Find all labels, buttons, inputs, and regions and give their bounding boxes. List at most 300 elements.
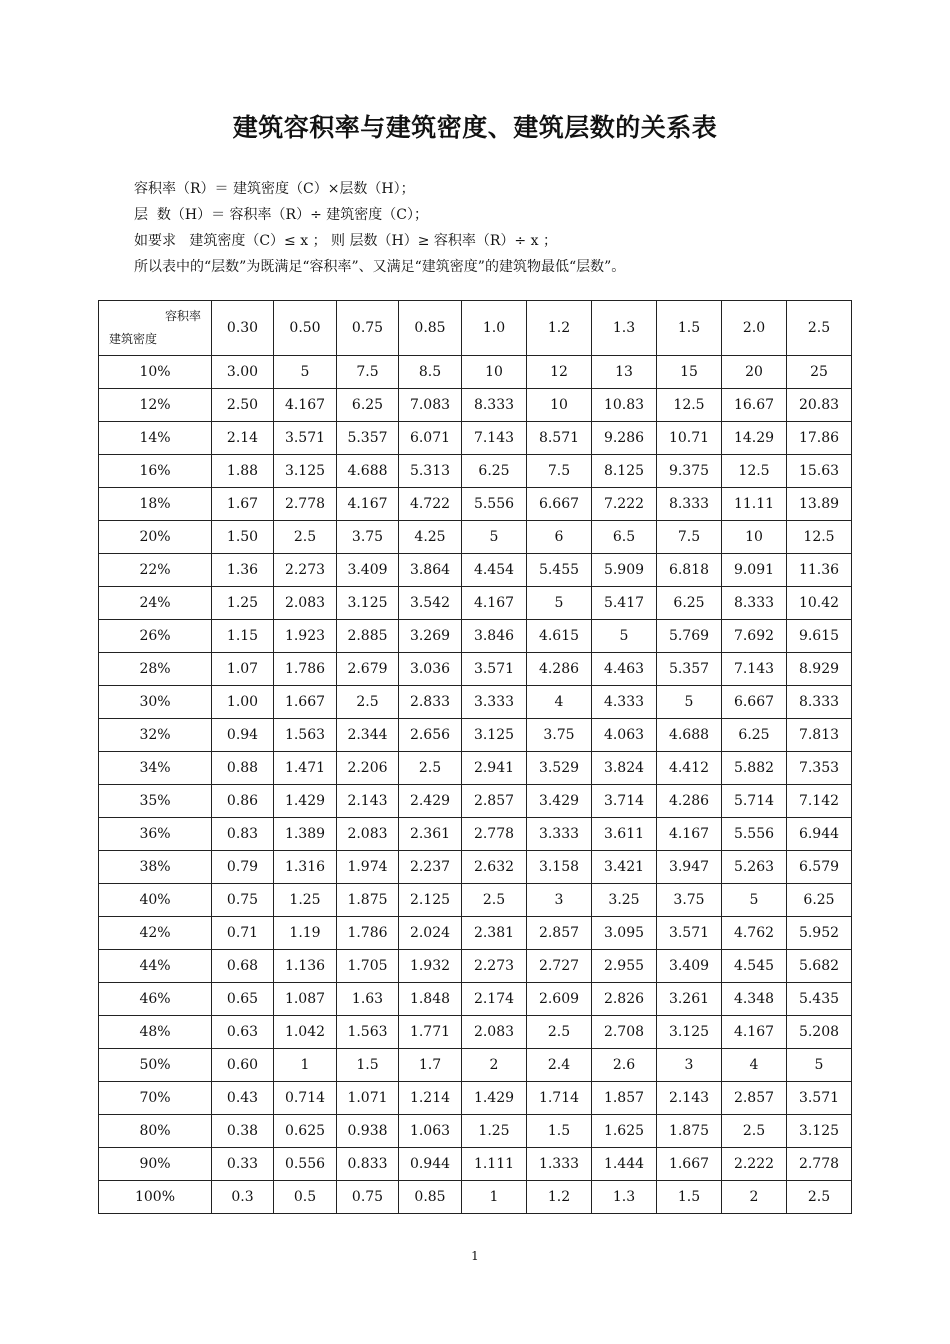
- table-cell: 14.29: [722, 422, 787, 455]
- column-header-ratio: 1.5: [657, 301, 722, 356]
- table-cell: 0.75: [212, 884, 274, 917]
- table-cell: 7.692: [722, 620, 787, 653]
- row-header-density: 100%: [99, 1181, 212, 1214]
- table-cell: 1.3: [592, 1181, 657, 1214]
- table-row: [99, 818, 852, 851]
- table-cell: 0.33: [212, 1148, 274, 1181]
- row-header-density: 42%: [99, 917, 212, 950]
- table-cell: 4.167: [722, 1016, 787, 1049]
- row-header-density: 34%: [99, 752, 212, 785]
- table-cell: 9.286: [592, 422, 657, 455]
- table-cell: 1.848: [399, 983, 462, 1016]
- table-cell: 5: [462, 521, 527, 554]
- table-cell: 5: [657, 686, 722, 719]
- table-cell: 3.125: [337, 587, 399, 620]
- table-cell: 2.429: [399, 785, 462, 818]
- table-cell: 1.15: [212, 620, 274, 653]
- table-cell: 2.727: [527, 950, 592, 983]
- table-cell: 8.333: [462, 389, 527, 422]
- table-cell: 1.333: [527, 1148, 592, 1181]
- table-cell: 4.688: [337, 455, 399, 488]
- table-cell: 2.143: [337, 785, 399, 818]
- table-cell: 2.941: [462, 752, 527, 785]
- table-cell: 1.932: [399, 950, 462, 983]
- table-cell: 5: [592, 620, 657, 653]
- table-cell: 3.125: [274, 455, 337, 488]
- row-header-density: 16%: [99, 455, 212, 488]
- table-cell: 3.571: [657, 917, 722, 950]
- table-cell: 6.667: [527, 488, 592, 521]
- table-cell: 4.722: [399, 488, 462, 521]
- table-cell: 5: [722, 884, 787, 917]
- table-cell: 3.125: [787, 1115, 852, 1148]
- table-cell: 7.813: [787, 719, 852, 752]
- table-row: [99, 1082, 852, 1115]
- table-cell: 1: [462, 1181, 527, 1214]
- table-cell: 5.263: [722, 851, 787, 884]
- formula-floors: 层 数（H）＝ 容积率（R）÷ 建筑密度（C）；: [134, 207, 428, 223]
- table-cell: 0.625: [274, 1115, 337, 1148]
- table-cell: 0.79: [212, 851, 274, 884]
- formula-condition: 如要求 建筑密度（C）≤ x ； 则 层数（H）≥ 容积率（R）÷ x ；: [134, 233, 557, 249]
- table-cell: 5.882: [722, 752, 787, 785]
- table-cell: 1.923: [274, 620, 337, 653]
- table-cell: 1.111: [462, 1148, 527, 1181]
- table-cell: 1.429: [462, 1082, 527, 1115]
- table-cell: 3.333: [527, 818, 592, 851]
- row-header-density: 22%: [99, 554, 212, 587]
- table-cell: 3.824: [592, 752, 657, 785]
- table-cell: 1.136: [274, 950, 337, 983]
- table-cell: 2.237: [399, 851, 462, 884]
- table-cell: 2.632: [462, 851, 527, 884]
- table-row: [99, 752, 852, 785]
- table-cell: 3.158: [527, 851, 592, 884]
- table-cell: 9.615: [787, 620, 852, 653]
- table-cell: 0.714: [274, 1082, 337, 1115]
- table-cell: 3.947: [657, 851, 722, 884]
- row-header-density: 18%: [99, 488, 212, 521]
- table-cell: 1.771: [399, 1016, 462, 1049]
- table-cell: 2.222: [722, 1148, 787, 1181]
- table-cell: 3.125: [657, 1016, 722, 1049]
- page-number: 1: [471, 1249, 479, 1263]
- table-cell: 0.938: [337, 1115, 399, 1148]
- table-cell: 0.94: [212, 719, 274, 752]
- row-header-density: 30%: [99, 686, 212, 719]
- table-cell: 7.222: [592, 488, 657, 521]
- table-cell: 0.556: [274, 1148, 337, 1181]
- table-cell: 4.25: [399, 521, 462, 554]
- table-cell: 0.60: [212, 1049, 274, 1082]
- table-row: [99, 851, 852, 884]
- table-cell: 2.708: [592, 1016, 657, 1049]
- table-cell: 2.174: [462, 983, 527, 1016]
- row-header-density: 10%: [99, 356, 212, 389]
- table-cell: 8.571: [527, 422, 592, 455]
- table-cell: 0.88: [212, 752, 274, 785]
- table-row: [99, 686, 852, 719]
- table-cell: 2.083: [462, 1016, 527, 1049]
- table-cell: 2.206: [337, 752, 399, 785]
- table-cell: 6.25: [722, 719, 787, 752]
- table-cell: 1.974: [337, 851, 399, 884]
- table-cell: 1.786: [274, 653, 337, 686]
- table-row: [99, 356, 852, 389]
- table-cell: 1.67: [212, 488, 274, 521]
- page-title: 建筑容积率与建筑密度、建筑层数的关系表: [232, 113, 718, 142]
- table-cell: 12: [527, 356, 592, 389]
- table-cell: 2.826: [592, 983, 657, 1016]
- table-cell: 4.454: [462, 554, 527, 587]
- table-cell: 10: [722, 521, 787, 554]
- row-header-density: 80%: [99, 1115, 212, 1148]
- table-cell: 3: [527, 884, 592, 917]
- table-cell: 3.25: [592, 884, 657, 917]
- table-cell: 1.214: [399, 1082, 462, 1115]
- column-header-ratio: 0.30: [212, 301, 274, 356]
- table-cell: 5.357: [657, 653, 722, 686]
- row-header-density: 70%: [99, 1082, 212, 1115]
- row-header-density: 90%: [99, 1148, 212, 1181]
- table-cell: 6.667: [722, 686, 787, 719]
- table-cell: 5.313: [399, 455, 462, 488]
- table-cell: 2.5: [527, 1016, 592, 1049]
- table-cell: 2: [722, 1181, 787, 1214]
- table-cell: 2.656: [399, 719, 462, 752]
- table-cell: 1: [274, 1049, 337, 1082]
- row-header-density: 48%: [99, 1016, 212, 1049]
- table-cell: 2.5: [787, 1181, 852, 1214]
- table-cell: 3.864: [399, 554, 462, 587]
- table-cell: 0.75: [337, 1181, 399, 1214]
- table-cell: 9.375: [657, 455, 722, 488]
- table-cell: 10.42: [787, 587, 852, 620]
- row-header-density: 14%: [99, 422, 212, 455]
- table-cell: 1.667: [657, 1148, 722, 1181]
- table-cell: 1.19: [274, 917, 337, 950]
- table-cell: 6.071: [399, 422, 462, 455]
- table-cell: 3.125: [462, 719, 527, 752]
- row-header-density: 28%: [99, 653, 212, 686]
- table-cell: 3.00: [212, 356, 274, 389]
- table-cell: 2.609: [527, 983, 592, 1016]
- table-cell: 2.50: [212, 389, 274, 422]
- table-row: [99, 620, 852, 653]
- table-cell: 2.273: [462, 950, 527, 983]
- table-row: [99, 917, 852, 950]
- table-cell: 4.167: [274, 389, 337, 422]
- table-row: [99, 653, 852, 686]
- table-cell: 0.833: [337, 1148, 399, 1181]
- table-row: [99, 554, 852, 587]
- table-row: [99, 1148, 852, 1181]
- table-cell: 3.429: [527, 785, 592, 818]
- table-cell: 5.435: [787, 983, 852, 1016]
- table-cell: 8.333: [787, 686, 852, 719]
- table-cell: 12.5: [722, 455, 787, 488]
- table-cell: 1.7: [399, 1049, 462, 1082]
- table-cell: 5.952: [787, 917, 852, 950]
- row-header-density: 12%: [99, 389, 212, 422]
- row-header-density: 32%: [99, 719, 212, 752]
- table-cell: 3.571: [787, 1082, 852, 1115]
- table-cell: 2.833: [399, 686, 462, 719]
- table-cell: 3.269: [399, 620, 462, 653]
- table-cell: 2.5: [399, 752, 462, 785]
- table-row: [99, 389, 852, 422]
- table-cell: 0.38: [212, 1115, 274, 1148]
- table-cell: 15.63: [787, 455, 852, 488]
- row-header-density: 38%: [99, 851, 212, 884]
- table-cell: 2.857: [722, 1082, 787, 1115]
- table-cell: 0.43: [212, 1082, 274, 1115]
- table-cell: 6.25: [787, 884, 852, 917]
- table-cell: 3.75: [527, 719, 592, 752]
- table-cell: 5.208: [787, 1016, 852, 1049]
- table-cell: 15: [657, 356, 722, 389]
- table-cell: 12.5: [787, 521, 852, 554]
- table-cell: 7.143: [462, 422, 527, 455]
- table-cell: 1.429: [274, 785, 337, 818]
- table-cell: 3.409: [657, 950, 722, 983]
- table-cell: 4.286: [657, 785, 722, 818]
- table-cell: 4: [527, 686, 592, 719]
- table-cell: 2.778: [787, 1148, 852, 1181]
- column-header-ratio: 0.50: [274, 301, 337, 356]
- table-cell: 3.542: [399, 587, 462, 620]
- table-cell: 4.286: [527, 653, 592, 686]
- table-cell: 2.5: [274, 521, 337, 554]
- ratio-density-floors-table: [98, 300, 852, 1214]
- table-cell: 1.625: [592, 1115, 657, 1148]
- table-cell: 1.00: [212, 686, 274, 719]
- table-cell: 7.5: [657, 521, 722, 554]
- column-header-ratio: 1.2: [527, 301, 592, 356]
- table-cell: 11.11: [722, 488, 787, 521]
- table-row: [99, 521, 852, 554]
- table-cell: 3.409: [337, 554, 399, 587]
- table-cell: 4.545: [722, 950, 787, 983]
- table-cell: 5: [787, 1049, 852, 1082]
- table-cell: 2.361: [399, 818, 462, 851]
- table-cell: 1.875: [657, 1115, 722, 1148]
- table-cell: 2: [462, 1049, 527, 1082]
- row-header-density: 44%: [99, 950, 212, 983]
- table-cell: 1.5: [527, 1115, 592, 1148]
- table-cell: 5.909: [592, 554, 657, 587]
- table-cell: 2.885: [337, 620, 399, 653]
- table-cell: 3.846: [462, 620, 527, 653]
- table-cell: 8.333: [722, 587, 787, 620]
- table-cell: 8.125: [592, 455, 657, 488]
- table-cell: 5: [274, 356, 337, 389]
- table-cell: 2.955: [592, 950, 657, 983]
- table-cell: 1.389: [274, 818, 337, 851]
- table-cell: 2.778: [462, 818, 527, 851]
- table-row: [99, 785, 852, 818]
- table-cell: 3.261: [657, 983, 722, 1016]
- row-header-density: 36%: [99, 818, 212, 851]
- table-row: [99, 1181, 852, 1214]
- table-row: [99, 719, 852, 752]
- table-cell: 1.50: [212, 521, 274, 554]
- table-cell: 4.762: [722, 917, 787, 950]
- table-cell: 1.25: [212, 587, 274, 620]
- table-cell: 7.083: [399, 389, 462, 422]
- table-cell: 5.714: [722, 785, 787, 818]
- table-cell: 25: [787, 356, 852, 389]
- table-cell: 1.042: [274, 1016, 337, 1049]
- table-cell: 7.5: [527, 455, 592, 488]
- table-cell: 6: [527, 521, 592, 554]
- table-cell: 13: [592, 356, 657, 389]
- row-header-density: 26%: [99, 620, 212, 653]
- table-row: [99, 1049, 852, 1082]
- table-cell: 5.417: [592, 587, 657, 620]
- table-cell: 5.357: [337, 422, 399, 455]
- table-cell: 1.471: [274, 752, 337, 785]
- table-cell: 3.75: [657, 884, 722, 917]
- column-header-ratio: 2.0: [722, 301, 787, 356]
- formula-block: [134, 176, 874, 280]
- table-cell: 0.68: [212, 950, 274, 983]
- table-cell: 1.36: [212, 554, 274, 587]
- table-cell: 4.333: [592, 686, 657, 719]
- table-cell: 1.705: [337, 950, 399, 983]
- column-header-ratio: 1.3: [592, 301, 657, 356]
- table-cell: 1.071: [337, 1082, 399, 1115]
- table-cell: 2.083: [274, 587, 337, 620]
- table-cell: 1.444: [592, 1148, 657, 1181]
- table-cell: 2.857: [462, 785, 527, 818]
- table-cell: 2.5: [722, 1115, 787, 1148]
- table-cell: 0.83: [212, 818, 274, 851]
- table-cell: 3.571: [274, 422, 337, 455]
- table-cell: 1.2: [527, 1181, 592, 1214]
- row-header-density: 50%: [99, 1049, 212, 1082]
- table-cell: 1.714: [527, 1082, 592, 1115]
- table-row: [99, 884, 852, 917]
- table-cell: 1.88: [212, 455, 274, 488]
- formula-explanation: 所以表中的“层数”为既满足“容积率”、又满足“建筑密度”的建筑物最低“层数”。: [134, 259, 626, 275]
- table-cell: 3.611: [592, 818, 657, 851]
- table-cell: 8.929: [787, 653, 852, 686]
- table-cell: 0.63: [212, 1016, 274, 1049]
- table-cell: 3.095: [592, 917, 657, 950]
- table-cell: 0.3: [212, 1181, 274, 1214]
- table-cell: 5.556: [722, 818, 787, 851]
- table-cell: 20: [722, 356, 787, 389]
- table-cell: 2.125: [399, 884, 462, 917]
- table-cell: 1.5: [657, 1181, 722, 1214]
- corner-label-density: 建筑密度: [109, 332, 158, 346]
- row-header-density: 40%: [99, 884, 212, 917]
- table-cell: 4.688: [657, 719, 722, 752]
- table-cell: 0.944: [399, 1148, 462, 1181]
- table-cell: 8.333: [657, 488, 722, 521]
- column-header-ratio: 0.85: [399, 301, 462, 356]
- table-cell: 2.6: [592, 1049, 657, 1082]
- table-cell: 2.143: [657, 1082, 722, 1115]
- table-cell: 6.579: [787, 851, 852, 884]
- table-row: [99, 950, 852, 983]
- table-cell: 2.5: [462, 884, 527, 917]
- table-cell: 1.316: [274, 851, 337, 884]
- table-cell: 2.024: [399, 917, 462, 950]
- table-cell: 1.857: [592, 1082, 657, 1115]
- table-cell: 10.71: [657, 422, 722, 455]
- table-cell: 5: [527, 587, 592, 620]
- column-header-ratio: 0.75: [337, 301, 399, 356]
- table-cell: 1.63: [337, 983, 399, 1016]
- table-cell: 10: [527, 389, 592, 422]
- table-cell: 2.381: [462, 917, 527, 950]
- table-row: [99, 587, 852, 620]
- table-cell: 17.86: [787, 422, 852, 455]
- row-header-density: 46%: [99, 983, 212, 1016]
- table-row: [99, 1016, 852, 1049]
- table-cell: 3.714: [592, 785, 657, 818]
- table-cell: 3.333: [462, 686, 527, 719]
- table-cell: 6.25: [337, 389, 399, 422]
- table-cell: 1.667: [274, 686, 337, 719]
- table-cell: 12.5: [657, 389, 722, 422]
- table-cell: 10.83: [592, 389, 657, 422]
- table-cell: 1.063: [399, 1115, 462, 1148]
- column-header-ratio: 1.0: [462, 301, 527, 356]
- table-cell: 3.529: [527, 752, 592, 785]
- table-cell: 7.353: [787, 752, 852, 785]
- table-cell: 1.087: [274, 983, 337, 1016]
- table-cell: 7.142: [787, 785, 852, 818]
- table-cell: 13.89: [787, 488, 852, 521]
- table-cell: 2.344: [337, 719, 399, 752]
- table-cell: 4.167: [462, 587, 527, 620]
- table-row: [99, 983, 852, 1016]
- table-cell: 5.682: [787, 950, 852, 983]
- table-body: [99, 301, 852, 1214]
- table-cell: 4.348: [722, 983, 787, 1016]
- table-cell: 2.5: [337, 686, 399, 719]
- table-cell: 0.65: [212, 983, 274, 1016]
- table-cell: 1.25: [274, 884, 337, 917]
- table-cell: 11.36: [787, 554, 852, 587]
- table-cell: 4.412: [657, 752, 722, 785]
- table-cell: 1.5: [337, 1049, 399, 1082]
- table-header-row: [99, 301, 852, 356]
- table-cell: 2.857: [527, 917, 592, 950]
- table-cell: 8.5: [399, 356, 462, 389]
- table-cell: 3.421: [592, 851, 657, 884]
- table-cell: 2.083: [337, 818, 399, 851]
- table-cell: 5.769: [657, 620, 722, 653]
- table-cell: 1.07: [212, 653, 274, 686]
- table-cell: 2.4: [527, 1049, 592, 1082]
- table-cell: 2.778: [274, 488, 337, 521]
- table-cell: 0.86: [212, 785, 274, 818]
- table-cell: 3.75: [337, 521, 399, 554]
- table-row: [99, 488, 852, 521]
- table-row: [99, 1115, 852, 1148]
- table-cell: 4.063: [592, 719, 657, 752]
- corner-label-ratio: 容积率: [164, 309, 201, 323]
- table-cell: 6.5: [592, 521, 657, 554]
- table-cell: 1.786: [337, 917, 399, 950]
- table-cell: 4.615: [527, 620, 592, 653]
- table-cell: 4.167: [657, 818, 722, 851]
- table-cell: 1.563: [274, 719, 337, 752]
